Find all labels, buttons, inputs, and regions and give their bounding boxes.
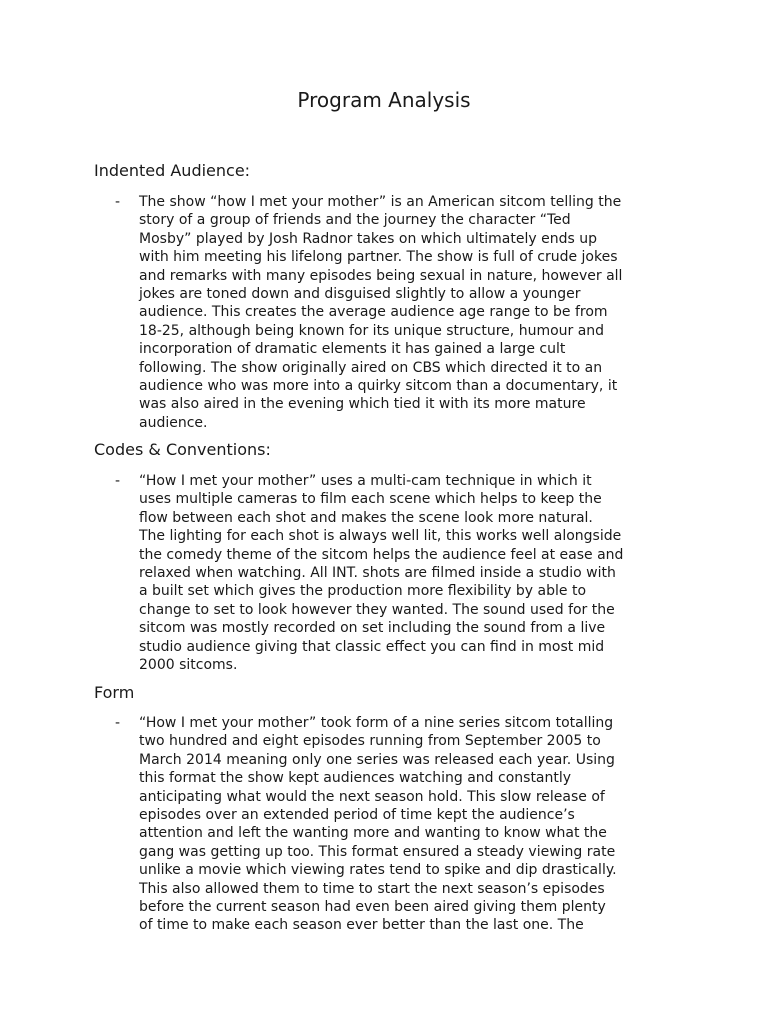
section-paragraph-codes-conventions — [139, 472, 699, 674]
text-line: The lighting for each shot is always well lit, this works well alongside — [139, 528, 622, 545]
text-line: story of a group of friends and the journey the character “Ted — [139, 212, 571, 229]
text-line: following. The show originally aired on CBS which directed it to an — [139, 359, 603, 376]
text-line: March 2014 meaning only one series was released each year. Using — [139, 751, 615, 768]
text-line: this format the show kept audiences watching and constantly — [139, 770, 572, 787]
section-heading-indented-audience: Indented Audience: — [94, 161, 251, 180]
text-line: before the current season had even been aired giving them plenty — [139, 899, 606, 916]
text-line: “How I met your mother” took form of a nine series sitcom totalling — [139, 715, 614, 731]
text-line: two hundred and eight episodes running from September 2005 to — [139, 733, 601, 750]
text-line: Mosby” played by Josh Radnor takes on which ultimately ends up — [139, 230, 597, 247]
text-line: audience. — [139, 414, 208, 431]
text-line: the comedy theme of the sitcom helps the audience feel at ease and — [139, 546, 624, 563]
text-line: “How I met your mother” uses a multi-cam technique in which it — [139, 473, 592, 489]
text-line: 18-25, although being known for its unique structure, humour and — [139, 322, 605, 339]
text-line: sitcom was mostly recorded on set including the sound from a live — [139, 620, 606, 637]
text-line: attention and left the wanting more and wanting to know what the — [139, 825, 607, 842]
text-line: relaxed when watching. All INT. shots are filmed inside a studio with — [139, 565, 616, 582]
section-paragraph-form — [139, 714, 699, 935]
bullet-dash: - — [115, 715, 121, 731]
text-line: flow between each shot and makes the scene look more natural. — [139, 509, 593, 526]
text-line: gang was getting up too. This format ensured a steady viewing rate — [139, 843, 616, 860]
text-line: with him meeting his lifelong partner. The show is full of crude jokes — [139, 249, 618, 266]
text-line: incorporation of dramatic elements it has gained a large cult — [139, 341, 566, 358]
bullet-dash: - — [115, 194, 121, 210]
text-line: of time to make each season ever better than the last one. The — [139, 917, 584, 934]
text-line: anticipating what would the next season hold. This slow release of — [139, 788, 605, 805]
text-line: studio audience giving that classic effect you can find in most mid — [139, 638, 605, 655]
text-line: 2000 sitcoms. — [139, 657, 238, 674]
page-title: Program Analysis — [297, 88, 471, 112]
bullet-dash: - — [115, 473, 121, 489]
text-line: jokes are toned down and disguised slightly to allow a younger — [139, 286, 581, 303]
text-line: The show “how I met your mother” is an American sitcom telling the — [139, 194, 622, 210]
section-heading-form: Form — [94, 683, 135, 702]
text-line: uses multiple cameras to film each scene which helps to keep the — [139, 491, 602, 508]
text-line: change to set to look however they wanted. The sound used for the — [139, 601, 615, 618]
text-line: and remarks with many episodes being sexual in nature, however all — [139, 267, 623, 284]
text-line: audience who was more into a quirky sitcom than a documentary, it — [139, 378, 618, 395]
text-line: was also aired in the evening which tied it with its more mature — [139, 396, 586, 413]
section-paragraph-indented-audience — [139, 193, 699, 432]
text-line: episodes over an extended period of time kept the audience’s — [139, 807, 575, 824]
text-line: a built set which gives the production more flexibility by able to — [139, 583, 587, 600]
section-heading-codes-conventions: Codes & Conventions: — [94, 440, 271, 459]
text-line: unlike a movie which viewing rates tend to spike and dip drastically. — [139, 862, 617, 879]
text-line: audience. This creates the average audience age range to be from — [139, 304, 608, 321]
text-line: This also allowed them to time to start the next season’s episodes — [139, 880, 605, 897]
